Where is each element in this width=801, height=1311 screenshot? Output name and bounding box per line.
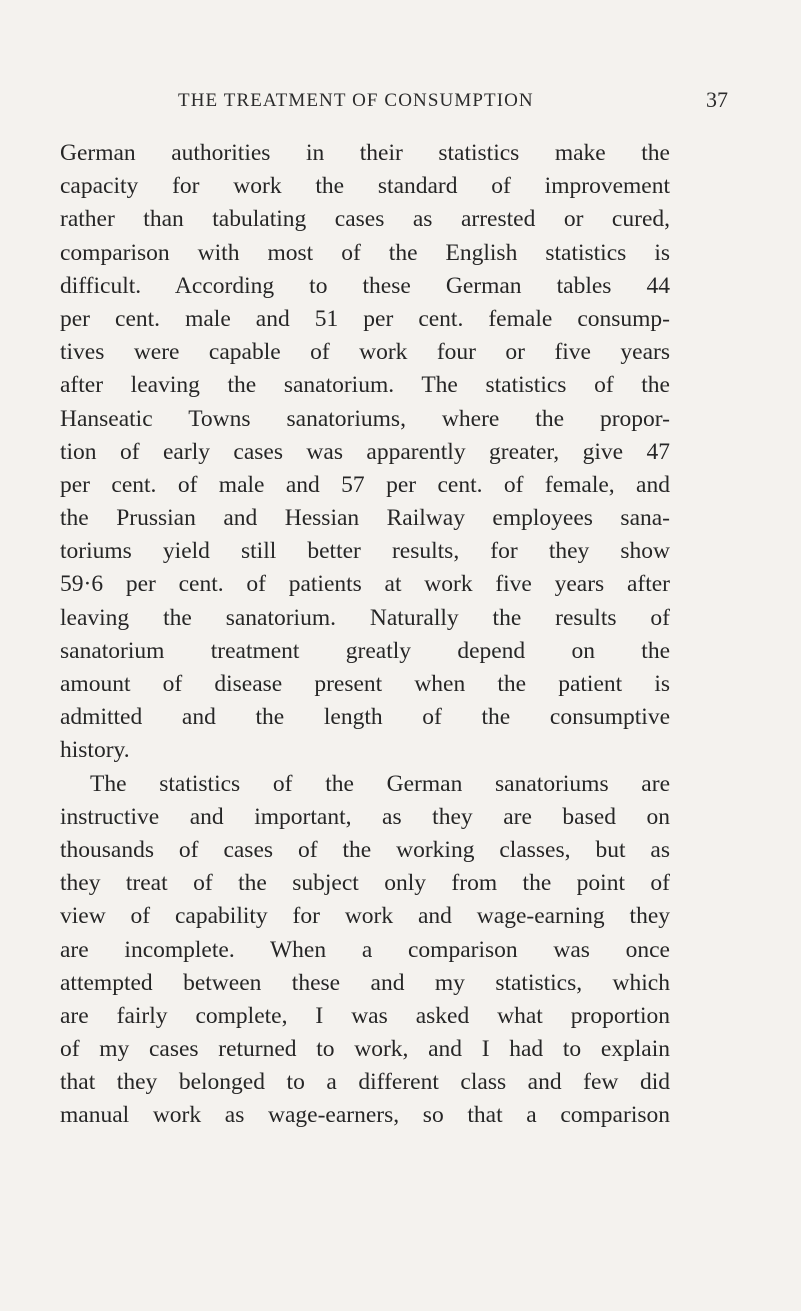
text-line: are fairly complete, I was asked what proportion: [60, 1002, 670, 1029]
text-line: German authorities in their statistics make the: [60, 140, 670, 166]
text-line: rather than tabulating cases as arrested or cured,: [60, 206, 670, 233]
body-text: [60, 137, 670, 1133]
page-header: [60, 87, 728, 114]
page-number: 37: [706, 87, 728, 112]
text-line: amount of disease present when the patient is: [60, 671, 670, 697]
text-line: thousands of cases of the working classes, but as: [60, 836, 670, 863]
text-line: toriums yield still better results, for they show: [60, 538, 670, 565]
text-line: are incomplete. When a comparison was once: [60, 936, 670, 963]
text-line: attempted between these and my statistics, which: [60, 969, 670, 996]
text-line: manual work as wage-earners, so that a comparison: [60, 1102, 670, 1129]
text-line: of my cases returned to work, and I had to explain: [60, 1036, 670, 1063]
text-line: The statistics of the German sanatoriums are: [90, 770, 670, 797]
text-line: sanatorium treatment greatly depend on the: [60, 637, 670, 664]
text-line: that they belonged to a different class and few did: [60, 1069, 670, 1096]
running-head: THE TREATMENT OF CONSUMPTION: [178, 90, 534, 111]
text-line: tives were capable of work four or five years: [60, 339, 670, 366]
text-line: per cent. male and 51 per cent. female consump-: [60, 305, 670, 332]
text-line: history.: [60, 737, 130, 764]
text-line: tion of early cases was apparently greater, give 47: [60, 438, 670, 465]
text-line: capacity for work the standard of improvement: [60, 173, 670, 200]
text-line: 59·6 per cent. of patients at work five years after: [60, 571, 670, 598]
text-line: view of capability for work and wage-earning they: [60, 903, 670, 930]
text-line: comparison with most of the English statistics is: [60, 239, 670, 266]
text-line: leaving the sanatorium. Naturally the results of: [60, 604, 670, 631]
text-line: Hanseatic Towns sanatoriums, where the propor-: [60, 405, 670, 432]
text-line: per cent. of male and 57 per cent. of female, and: [60, 471, 670, 498]
text-line: they treat of the subject only from the point of: [60, 870, 670, 897]
text-line: instructive and important, as they are based on: [60, 803, 670, 830]
text-line: the Prussian and Hessian Railway employees sana-: [60, 505, 670, 532]
text-line: after leaving the sanatorium. The statistics of the: [60, 372, 670, 399]
text-line: admitted and the length of the consumptive: [60, 704, 670, 731]
text-line: difficult. According to these German tables 44: [60, 272, 670, 299]
